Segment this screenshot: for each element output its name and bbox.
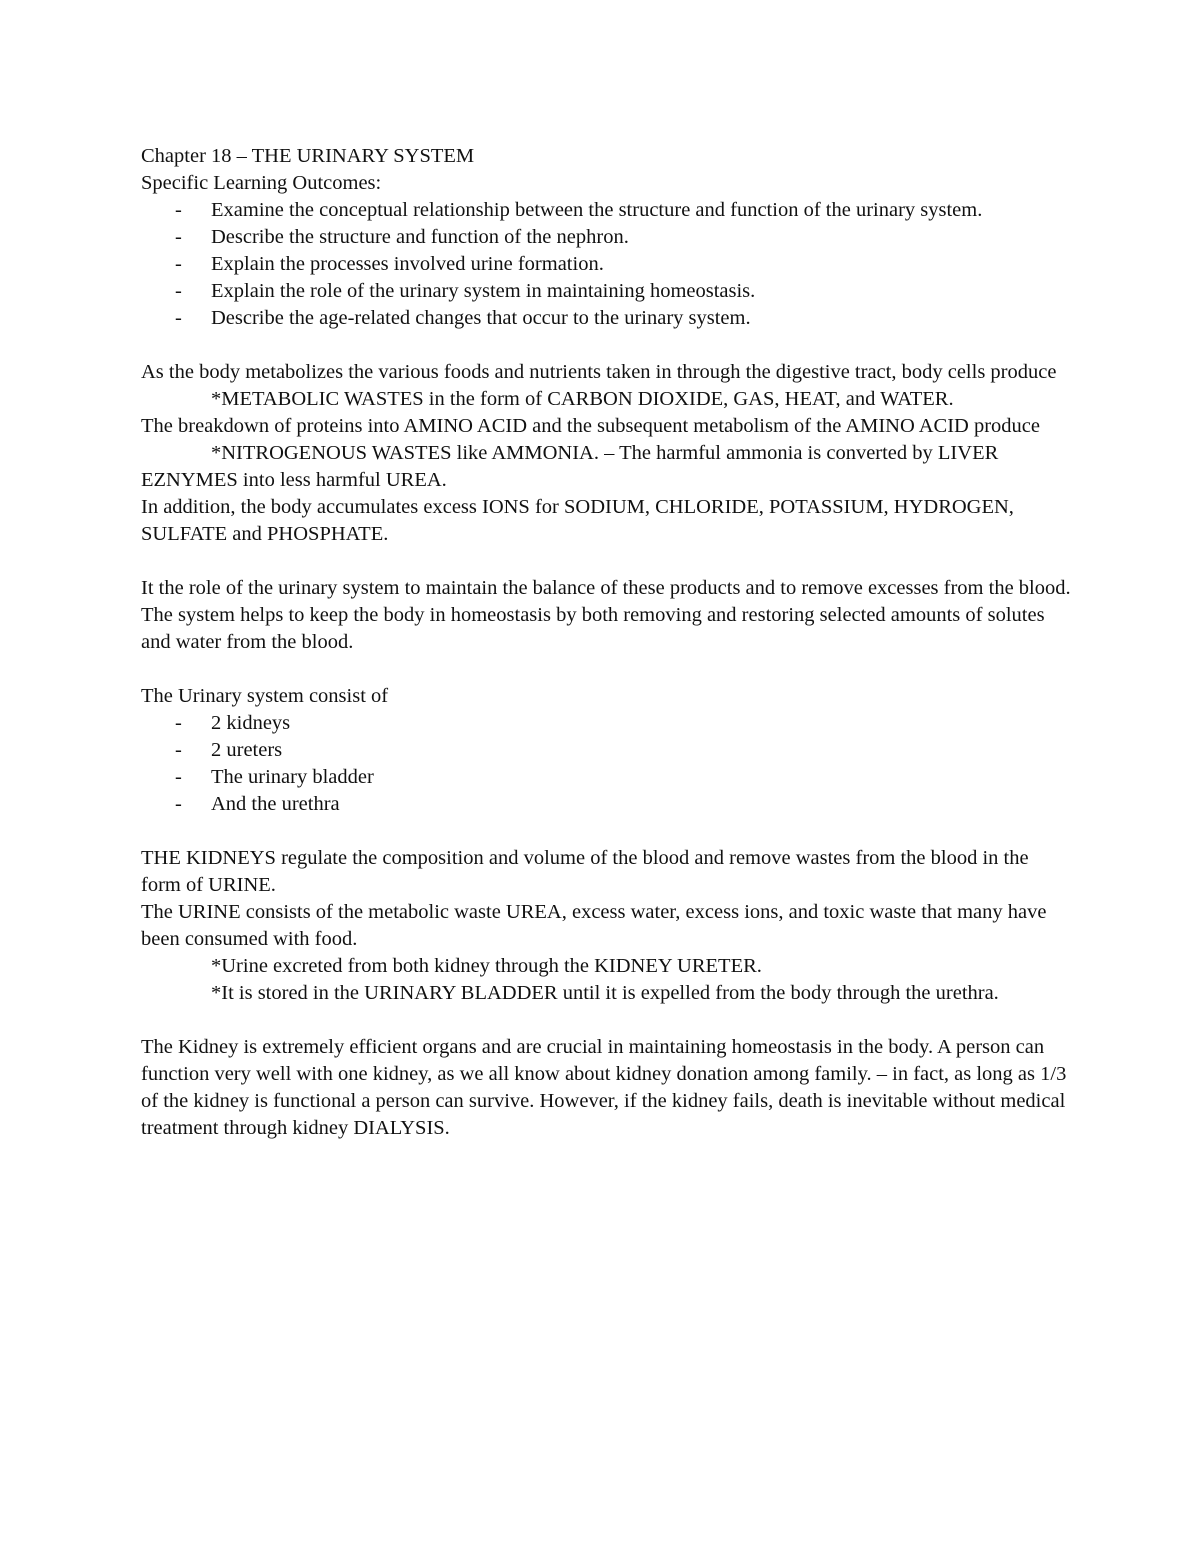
indented-note: *METABOLIC WASTES in the form of CARBON DIOXIDE, GAS, HEAT, and WATER. [211,388,954,410]
chapter-title: Chapter 18 – THE URINARY SYSTEM [141,145,475,167]
indented-note: *It is stored in the URINARY BLADDER until it is expelled from the body through the urethra. [211,982,999,1004]
spacer [141,332,1071,359]
list-item-text: Describe the age-related changes that occur to the urinary system. [211,307,751,329]
list-item-text: The urinary bladder [211,766,374,788]
list-item [141,278,1071,305]
document-page [141,143,1071,1142]
list-item [141,710,1071,737]
outcomes-heading: Specific Learning Outcomes: [141,172,382,194]
dash-bullet: - [175,280,182,302]
paragraph: The system helps to keep the body in homeostasis by both removing and restoring selected amounts of solutes and water from the blood. [141,604,1045,653]
list-item [141,791,1071,818]
paragraph: In addition, the body accumulates excess IONS for SODIUM, CHLORIDE, POTASSIUM, HYDROGEN, SULFATE and PHOSPHATE. [141,496,1014,545]
consist-heading: The Urinary system consist of [141,685,389,707]
dash-bullet: - [175,199,182,221]
list-item-text: Examine the conceptual relationship between the structure and function of the urinary system. [211,199,983,221]
components-list [141,710,1071,818]
spacer [141,1007,1071,1034]
list-item-text: 2 kidneys [211,712,291,734]
list-item-text: 2 ureters [211,739,283,761]
list-item-text: And the urethra [211,793,340,815]
list-item [141,251,1071,278]
dash-bullet: - [175,226,182,248]
dash-bullet: - [175,739,182,761]
list-item [141,764,1071,791]
paragraph: The Kidney is extremely efficient organs and are crucial in maintaining homeostasis in the body. A person can function very well with one kidney, as we all know about kidney donation among family. – in fact, as long as 1/3 of the kidney is functional a person can survive. However, if the kidney fails, death is inevitable without medical treatment through kidney DIALYSIS. [141,1036,1067,1139]
list-item [141,224,1071,251]
paragraph: It the role of the urinary system to maintain the balance of these products and to remove excesses from the blood. [141,577,1071,599]
paragraph: The URINE consists of the metabolic waste UREA, excess water, excess ions, and toxic waste that many have been consumed with food. [141,901,1047,950]
dash-bullet: - [175,712,182,734]
list-item [141,305,1071,332]
list-item [141,737,1071,764]
dash-bullet: - [175,307,182,329]
list-item-text: Explain the processes involved urine formation. [211,253,604,275]
dash-bullet: - [175,793,182,815]
outcomes-list [141,197,1071,332]
spacer [141,548,1071,575]
paragraph: The breakdown of proteins into AMINO ACID and the subsequent metabolism of the AMINO ACID produce [141,415,1041,437]
paragraph: THE KIDNEYS regulate the composition and volume of the blood and remove wastes from the blood in the form of URINE. [141,847,1029,896]
list-item [141,197,1071,224]
spacer [141,656,1071,683]
indented-note: *Urine excreted from both kidney through the KIDNEY URETER. [211,955,762,977]
spacer [141,818,1071,845]
dash-bullet: - [175,253,182,275]
dash-bullet: - [175,766,182,788]
indented-note: *NITROGENOUS WASTES like AMMONIA. – The harmful ammonia is converted by LIVER EZNYMES into less harmful UREA. [141,442,999,491]
list-item-text: Explain the role of the urinary system in maintaining homeostasis. [211,280,756,302]
paragraph: As the body metabolizes the various foods and nutrients taken in through the digestive tract, body cells produce [141,361,1057,383]
list-item-text: Describe the structure and function of the nephron. [211,226,629,248]
